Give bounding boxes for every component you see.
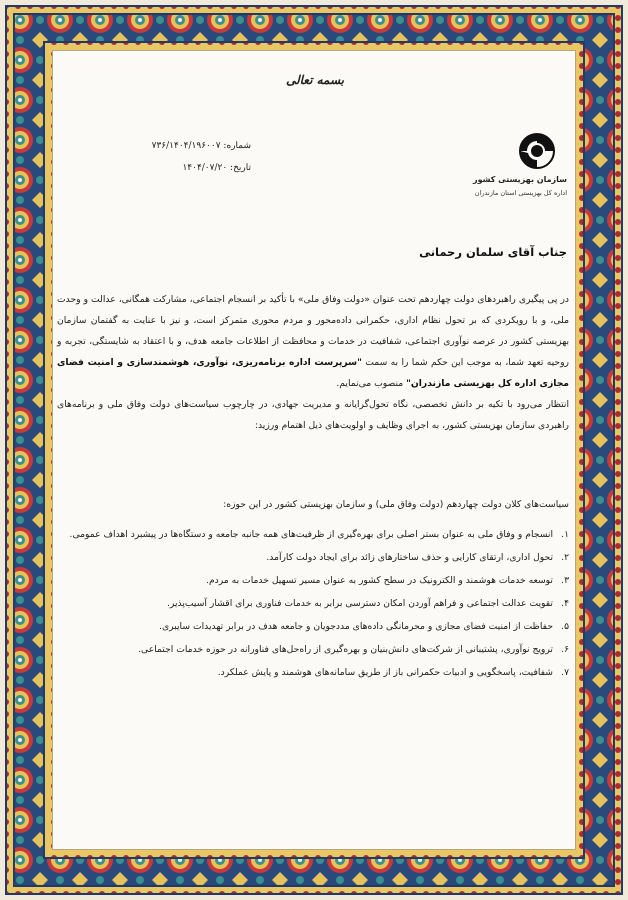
- position-title: "سرپرست اداره برنامه‌ریزی، نوآوری، هوشمندسازی و امنیت فضای مجازی اداره کل بهزیستی مازندران": [57, 357, 569, 389]
- list-item: [57, 661, 569, 684]
- list-item-text: حفاظت از امنیت فضای مجازی و محرمانگی داده‌های مددجویان و جامعه هدف در برابر تهدیدات سایبری.: [159, 621, 553, 632]
- policy-list: [57, 523, 569, 684]
- body-paragraph-2: انتظار می‌رود با تکیه بر دانش تخصصی، نگاه تحول‌گرایانه و مدیریت جهادی، در چارچوب سیاست‌های دولت وفاق ملی و برنامه‌های راهبردی سازمان بهزیستی کشور، به اجرای وظایف و اولویت‌های ذیل اهتمام ورزید:: [57, 399, 569, 431]
- list-item-number: ۲.: [561, 552, 569, 563]
- letter-paper: [52, 50, 576, 850]
- letter-number: شماره: ۷۳۶/۱۴۰۴/۱۹۶۰۰۷: [151, 141, 251, 151]
- list-item-text: انسجام و وفاق ملی به عنوان بستر اصلی برای بهره‌گیری از ظرفیت‌های همه جانبه جامعه و دستگاه‌ها در پیشبرد اهداف عمومی.: [69, 529, 553, 540]
- organization-logo-block: [457, 131, 567, 221]
- list-intro: سیاست‌های کلان دولت چهاردهم (دولت وفاق ملی) و سازمان بهزیستی کشور در این حوزه:: [223, 499, 569, 510]
- list-item: [57, 592, 569, 615]
- list-item-text: شفافیت، پاسخگویی و ادبیات حکمرانی باز از طریق سامانه‌های هوشمند و پایش عملکرد.: [217, 667, 553, 678]
- organization-subname: اداره کل بهزیستی استان مازندران: [474, 189, 567, 197]
- list-item: [57, 546, 569, 569]
- list-item: [57, 523, 569, 546]
- list-item-number: ۱.: [561, 529, 569, 540]
- salutation: جناب آقای سلمان رحمانی: [419, 245, 567, 259]
- list-item: [57, 615, 569, 638]
- list-item-text: توسعه خدمات هوشمند و الکترونیک در سطح کشور به عنوان مسیر تسهیل خدمات به مردم.: [206, 575, 553, 586]
- body-part2: منصوب می‌نمایم.: [336, 378, 404, 389]
- list-item-text: تقویت عدالت اجتماعی و فراهم آوردن امکان دسترسی برابر به خدمات فناوری برای اقشار آسیب‌پذیر.: [166, 598, 553, 609]
- behzisti-logo-icon: [515, 131, 559, 171]
- body-part1: در پی پیگیری راهبردهای دولت چهاردهم تحت عنوان «دولت وفاق ملی» با تأکید بر انسجام اجتماعی، مشارکت همگانی، عدالت و وحدت ملی، و با رویکردی که بر تحول نظام اداری، حکمرانی داده‌محور و مردم محوری متمرکز است، و نیز با عنایت به گفتمان سازمان بهزیستی کشور در عرصه نوآوری اجتماعی، شفافیت در خدمات و محافظت از اطلاعات جامعه هدف، و با اعتقاد به شایستگی، تجربه و روحیه تعهد شما، به موجب این حکم شما را به سمت: [57, 294, 569, 368]
- list-item: [57, 569, 569, 592]
- list-item-number: ۴.: [561, 598, 569, 609]
- list-item-number: ۵.: [561, 621, 569, 632]
- letter-meta: [91, 135, 251, 179]
- list-item-text: تحول اداری، ارتقای کارایی و حذف ساختارهای زائد برای ایجاد دولت کارآمد.: [266, 552, 553, 563]
- list-item-text: ترویج نوآوری، پشتیبانی از شرکت‌های دانش‌بنیان و بهره‌گیری از راه‌حل‌های فناورانه در حوزه خدمات اجتماعی.: [138, 644, 553, 655]
- list-item: [57, 638, 569, 661]
- list-item-number: ۳.: [561, 575, 569, 586]
- letter-body: [57, 289, 569, 436]
- basmala-heading: بسمه تعالی: [285, 73, 345, 87]
- letter-date: تاریخ: ۱۴۰۴/۰۷/۲۰: [182, 163, 251, 173]
- organization-name: سازمان بهزیستی کشور: [472, 175, 567, 184]
- list-item-number: ۷.: [561, 667, 569, 678]
- body-paragraph-1: [57, 289, 569, 394]
- list-item-number: ۶.: [561, 644, 569, 655]
